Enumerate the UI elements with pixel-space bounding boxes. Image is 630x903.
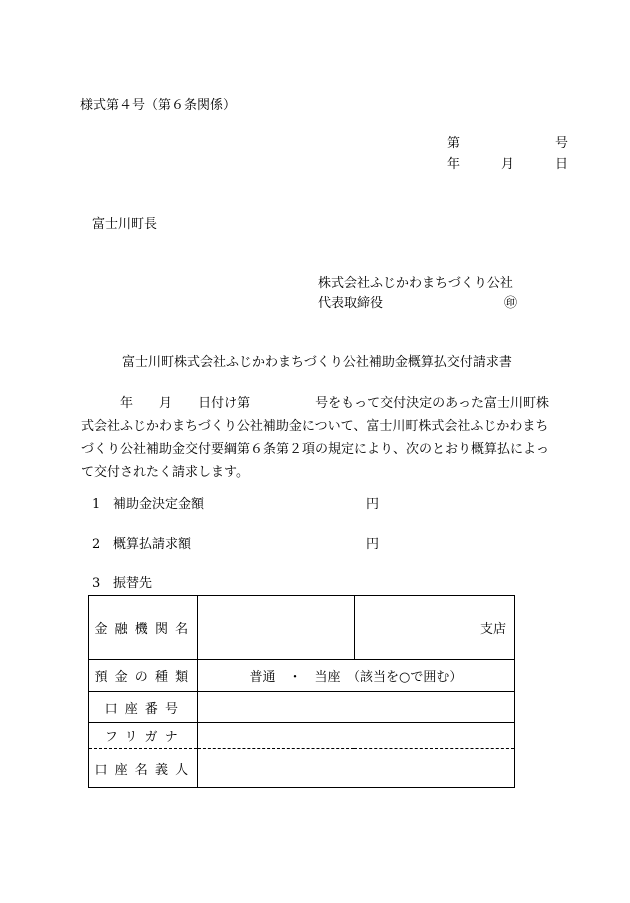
item-2-unit: 円 [366,537,380,552]
item-2-number: 2 [92,537,101,552]
item-1-label: 補助金決定金額 [113,497,205,512]
furigana-label: フリガナ [89,723,198,749]
branch-suffix: 支店 [479,622,506,637]
doc-number-dai: 第 [447,136,461,151]
form-label: 様式第４号（第６条関係） [80,98,237,113]
body-year: 年 [120,396,134,411]
item-1-number: 1 [92,497,101,512]
deposit-type-value[interactable]: 普通 ・ 当座 （該当を○で囲む） [197,660,514,692]
applicant-representative: 代表取締役 [318,296,384,311]
bank-name-field[interactable] [197,596,354,660]
item-1-unit: 円 [366,497,380,512]
deposit-type-row [89,660,515,692]
addressee: 富士川町長 [92,217,158,232]
furigana-row [89,723,515,749]
furigana-field[interactable] [197,723,514,749]
body-date-no: 日付け第 [198,396,251,411]
applicant-company: 株式会社ふじかわまちづくり公社 [318,276,513,291]
bank-name-row [89,596,515,660]
account-number-row [89,692,515,723]
seal-mark: ㊞ [504,296,518,311]
account-number-field[interactable] [197,692,514,723]
item-3-label: 振替先 [113,576,153,591]
account-holder-field[interactable] [197,749,514,788]
doc-date-day: 日 [555,157,569,172]
branch-field[interactable] [354,596,514,660]
account-holder-label: 口座名義人 [89,749,198,788]
deposit-type-label: 預金の種類 [89,660,198,692]
body-rest: 号をもって交付決定のあった富士川町株式会社ふじかわまちづくり公社補助金について、富士川町株式会社ふじかわまちづくり公社補助金交付要綱第６条第２項の規定により、次のとおり概算払によって交付されたく請求します。 [81,396,550,480]
item-3-number: 3 [92,576,101,591]
request-body [81,392,557,484]
account-holder-row [89,749,515,788]
document-title: 富士川町株式会社ふじかわまちづくり公社補助金概算払交付請求書 [122,355,512,370]
body-month: 月 [159,396,173,411]
item-2-label: 概算払請求額 [113,537,192,552]
bank-name-label: 金融機関名 [89,596,198,660]
doc-date-year: 年 [447,157,461,172]
account-number-label: 口座番号 [89,692,198,723]
doc-number-go: 号 [555,136,569,151]
bank-transfer-table [88,595,515,788]
doc-date-month: 月 [501,157,515,172]
